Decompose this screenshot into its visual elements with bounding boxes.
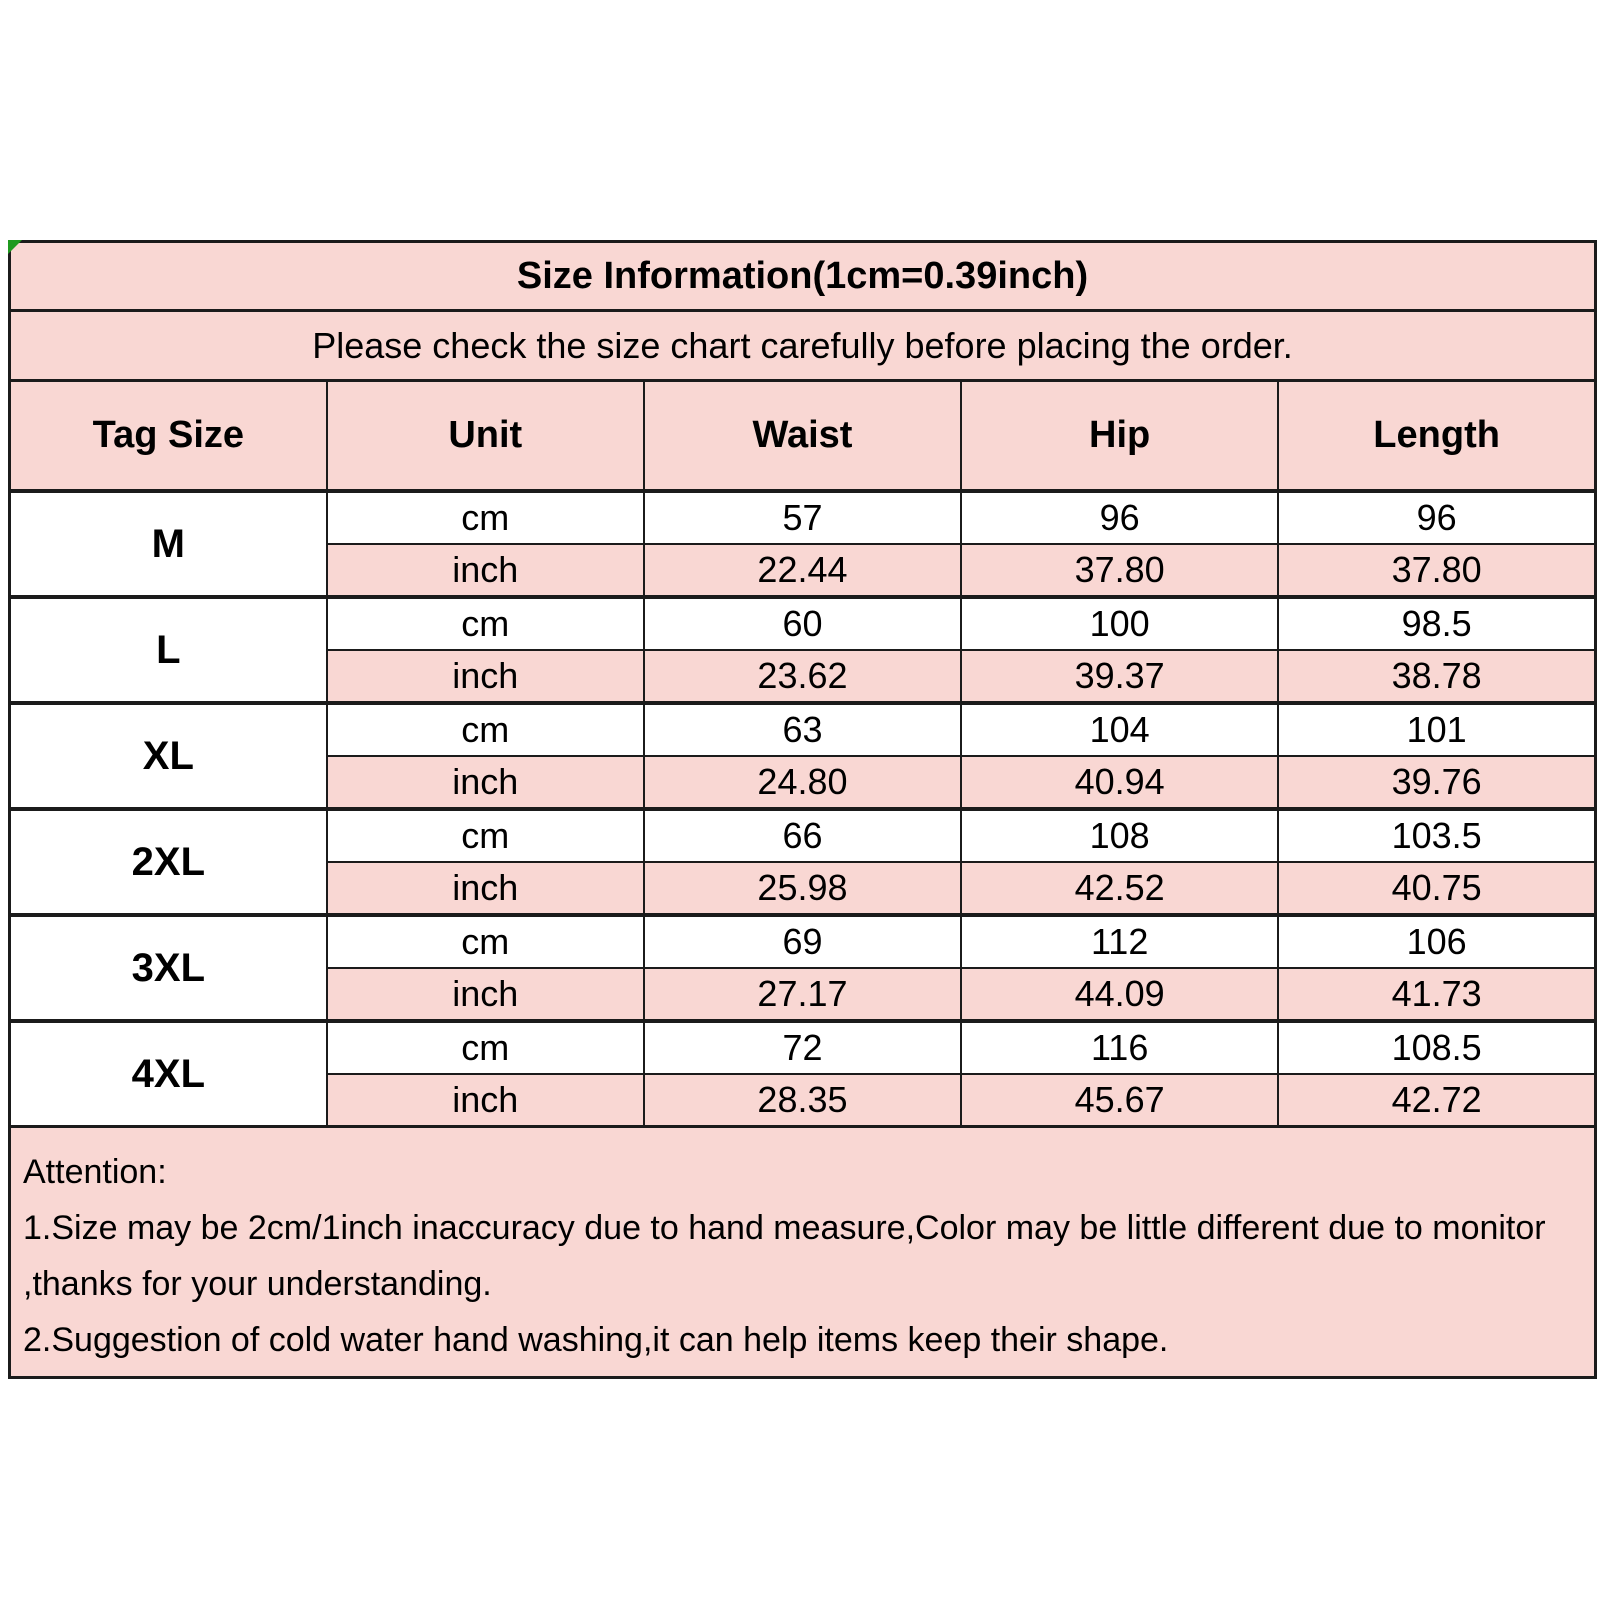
value-cell: 41.73 <box>1278 968 1595 1021</box>
value-cell: 106 <box>1278 915 1595 968</box>
unit-cell: inch <box>327 968 644 1021</box>
unit-cell: inch <box>327 650 644 703</box>
value-cell: 98.5 <box>1278 597 1595 650</box>
attention-note-2: 2.Suggestion of cold water hand washing,it can help items keep their shape. <box>23 1321 1169 1359</box>
value-cell: 23.62 <box>644 650 961 703</box>
unit-cell: inch <box>327 756 644 809</box>
table-title: Size Information(1cm=0.39inch) <box>10 242 1596 311</box>
table-row <box>10 597 1596 650</box>
value-cell: 37.80 <box>961 544 1278 597</box>
attention-note-1: 1.Size may be 2cm/1inch inaccuracy due to hand measure,Color may be little different due to monitor ,thanks for your understanding. <box>23 1209 1546 1303</box>
table-row <box>10 809 1596 862</box>
attention-heading: Attention: <box>23 1153 167 1191</box>
value-cell: 39.76 <box>1278 756 1595 809</box>
value-cell: 25.98 <box>644 862 961 915</box>
table-subtitle: Please check the size chart carefully before placing the order. <box>10 311 1596 381</box>
tag-size-cell: M <box>10 491 327 597</box>
value-cell: 40.94 <box>961 756 1278 809</box>
value-cell: 63 <box>644 703 961 756</box>
column-header-length: Length <box>1278 381 1595 492</box>
value-cell: 39.37 <box>961 650 1278 703</box>
column-header-waist: Waist <box>644 381 961 492</box>
unit-cell: inch <box>327 544 644 597</box>
value-cell: 42.52 <box>961 862 1278 915</box>
value-cell: 96 <box>961 491 1278 544</box>
value-cell: 112 <box>961 915 1278 968</box>
tag-size-cell: XL <box>10 703 327 809</box>
green-corner-marker <box>8 240 22 254</box>
tag-size-cell: 2XL <box>10 809 327 915</box>
unit-cell: inch <box>327 862 644 915</box>
value-cell: 37.80 <box>1278 544 1595 597</box>
value-cell: 103.5 <box>1278 809 1595 862</box>
value-cell: 116 <box>961 1021 1278 1074</box>
value-cell: 44.09 <box>961 968 1278 1021</box>
unit-cell: cm <box>327 1021 644 1074</box>
unit-cell: cm <box>327 915 644 968</box>
value-cell: 42.72 <box>1278 1074 1595 1127</box>
attention-block <box>10 1127 1596 1378</box>
unit-cell: inch <box>327 1074 644 1127</box>
size-chart-sheet <box>8 240 1597 1379</box>
unit-cell: cm <box>327 491 644 544</box>
value-cell: 101 <box>1278 703 1595 756</box>
column-header-unit: Unit <box>327 381 644 492</box>
value-cell: 45.67 <box>961 1074 1278 1127</box>
value-cell: 60 <box>644 597 961 650</box>
value-cell: 104 <box>961 703 1278 756</box>
value-cell: 24.80 <box>644 756 961 809</box>
unit-cell: cm <box>327 809 644 862</box>
value-cell: 96 <box>1278 491 1595 544</box>
value-cell: 66 <box>644 809 961 862</box>
value-cell: 38.78 <box>1278 650 1595 703</box>
value-cell: 27.17 <box>644 968 961 1021</box>
unit-cell: cm <box>327 703 644 756</box>
table-row <box>10 915 1596 968</box>
column-header-hip: Hip <box>961 381 1278 492</box>
value-cell: 108 <box>961 809 1278 862</box>
table-row <box>10 1021 1596 1074</box>
table-row <box>10 703 1596 756</box>
column-header-tag-size: Tag Size <box>10 381 327 492</box>
tag-size-cell: L <box>10 597 327 703</box>
value-cell: 100 <box>961 597 1278 650</box>
table-row <box>10 491 1596 544</box>
value-cell: 40.75 <box>1278 862 1595 915</box>
value-cell: 57 <box>644 491 961 544</box>
value-cell: 22.44 <box>644 544 961 597</box>
value-cell: 72 <box>644 1021 961 1074</box>
value-cell: 108.5 <box>1278 1021 1595 1074</box>
value-cell: 28.35 <box>644 1074 961 1127</box>
tag-size-cell: 4XL <box>10 1021 327 1127</box>
tag-size-cell: 3XL <box>10 915 327 1021</box>
unit-cell: cm <box>327 597 644 650</box>
size-chart-table <box>8 240 1597 1379</box>
value-cell: 69 <box>644 915 961 968</box>
